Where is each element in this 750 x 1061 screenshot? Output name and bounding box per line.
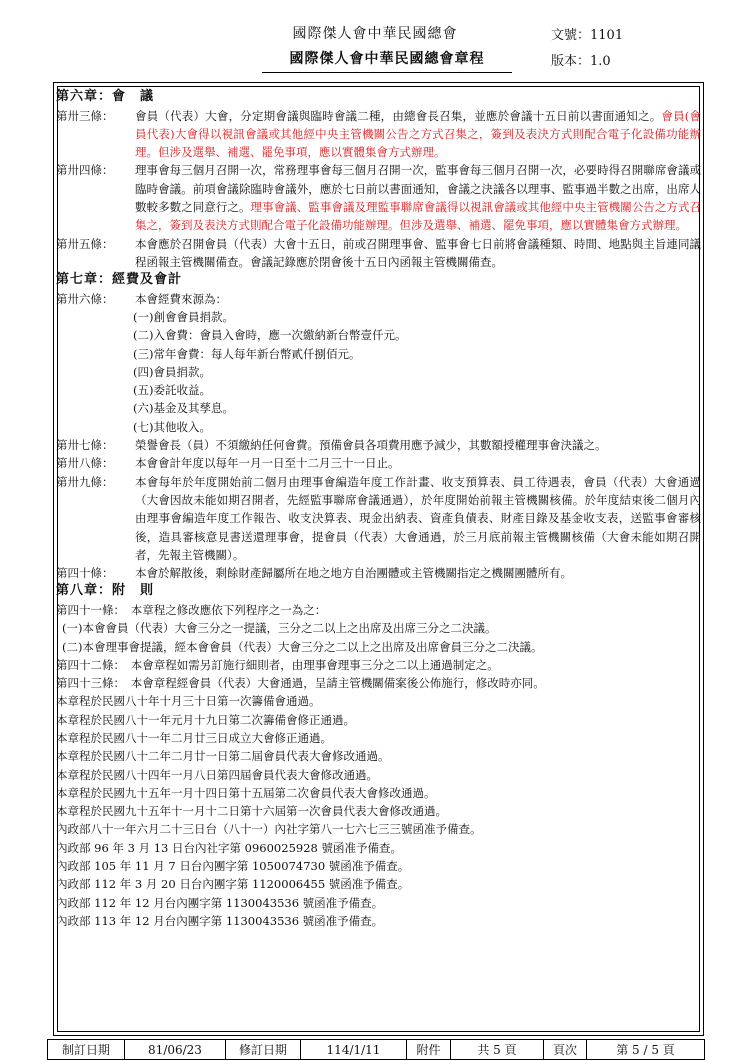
- article-33: [56, 107, 701, 162]
- created-date-label: 制訂日期: [48, 1040, 125, 1059]
- history-line: 本章程於民國八十一年二月廿三日成立大會修正通過。: [56, 731, 332, 745]
- doc-number: 文號：1101: [551, 28, 624, 43]
- list-item: (四)會員捐款。: [133, 364, 211, 379]
- history-line: 內政部 113 年 12 月台內團字第 1130043536 號函准予備查。: [56, 913, 384, 928]
- article-body: 本會應於召開會員（代表）大會十五日，前或召開理事會、監事會七日前將會議種類、時間、地點與主旨連同議程函報主管機關備查。會議記錄應於閉會後十五日內函報主管機關備查。: [135, 236, 701, 269]
- revised-date-label: 修訂日期: [226, 1040, 301, 1059]
- article-38: [56, 454, 701, 472]
- article-42: 第四十二條： 本會章程如需另訂施行細則者，由理事會理事三分之二以上通過制定之。: [56, 657, 499, 672]
- article-35: [56, 235, 701, 272]
- article-34: [56, 161, 701, 234]
- history-line: 本章程於民國九十五年十一月十二日第十六屆第一次會員代表大會修改通過。: [56, 804, 447, 819]
- list-item: (一)本會會員（代表）大會三分之一提議，三分之二以上之出席及出席三分之二決議。: [62, 621, 497, 636]
- history-line: 本章程於民國八十年十月三十日第一次籌備會通過。: [56, 694, 321, 709]
- history-line: 本章程於民國八十二年二月廿一日第二屆會員代表大會修改通過。: [56, 749, 390, 764]
- article-label: 第四十條：: [56, 566, 114, 581]
- article-label: 第卅八條：: [56, 456, 114, 471]
- article-label: 第卅六條：: [56, 291, 114, 306]
- list-item: (五)委託收益。: [133, 383, 211, 398]
- list-item: (六)基金及其孳息。: [133, 401, 234, 416]
- chapter-6-title: 第六章：會 議: [56, 89, 155, 104]
- article-40: [56, 564, 701, 582]
- content: [56, 88, 701, 930]
- article-37: [56, 436, 701, 454]
- article-body: 理事會每三個月召開一次，常務理事會每三個月召開一次，監事會每三個月召開一次，必要時得召開聯席會議或臨時會議。前項會議除臨時會議外，應於七日前以書面通知，會議之決議各以理事、監事過半數之出席，出席人數較多數之同意行之。理事會議、監事會議及理監事聯席會議得以視訊會議或其他經中央主管機關公告之方式召集之，簽到及表決方式則配合電子化設備功能辦理。但涉及選舉、補選、罷免事項，應以實體集會方式辦理。: [135, 163, 702, 233]
- page-label: 頁次: [544, 1040, 587, 1059]
- article-43: 第四十三條： 本會章程經會員（代表）大會通過，呈請主管機關備案後公佈施行，修改時亦同。: [56, 676, 545, 691]
- history-line: 內政部 112 年 3 月 20 日台內團字第 1120006455 號函准予備查。: [56, 877, 410, 892]
- history-line: 內政部 105 年 11 月 7 日台內團字第 1050074730 號函准予備查。: [56, 859, 410, 874]
- chapter-7-title: 第七章：經費及會計: [56, 272, 183, 288]
- article-body: 本會每年於年度開始前二個月由理事會編造年度工作計畫、收支預算表、員工待遇表，會員（代表）大會通過（大會因故未能如期召開者，先經監事聯席會議通過），於年度開始前報主管機關核備。於年度結束後二個月內由理事會編造年度工作報告、收支決算表、現金出納表、資產負債表、財產目錄及基金收支表，送監事會審核後，造具審核意見書送還理事會，提會員（代表）大會通過，於三月底前報主管機關核備（大會未能如期召開者，先報主管機關）。: [135, 474, 701, 562]
- article-label: 第卅七條：: [56, 438, 114, 453]
- article-body: 榮譽會長（員）不須繳納任何會費。預備會員各項費用應予減少，其數額授權理事會決議之。: [135, 438, 607, 453]
- history-line: 本章程於民國八十一年元月十九日第二次籌備會修正通過。: [56, 712, 355, 727]
- list-item: (七)其他收入。: [133, 419, 211, 434]
- article-36: [56, 290, 701, 308]
- article-label: 第卅五條：: [56, 236, 114, 251]
- list-item: (三)常年會費：每人每年新台幣貳仟捌佰元。: [133, 346, 361, 361]
- history-line: 內政部八十一年六月二十三日台（八十一）內社字第八一七六七三三號函准予備查。: [56, 822, 482, 837]
- article-body: 本會於解散後，剩餘財產歸屬所在地之地方自治團體或主管機關指定之機關團體所有。: [135, 566, 572, 581]
- history-line: 本章程於民國八十四年一月八日第四屆會員代表大會修改通過。: [56, 767, 378, 782]
- attachment-label: 附件: [407, 1040, 451, 1059]
- article-41: 第四十一條： 本章程之修改應依下列程序之一為之：: [56, 602, 327, 617]
- chapter-8-title: 第八章：附 則: [56, 583, 155, 599]
- article-label: 第卅九條：: [56, 474, 114, 489]
- document-title: 國際傑人會中華民國總會章程: [262, 48, 512, 73]
- version: 版本：1.0: [551, 54, 611, 69]
- history-line: 內政部 112 年 12 月台內團字第 1130043536 號函准予備查。: [56, 895, 384, 910]
- article-body: 會員（代表）大會，分定期會議與臨時會議二種，由總會長召集，並應於會議十五日前以書面通知之。會員(會員代表)大會得以視訊會議或其他經中央主管機關公告之方式召集之，簽到及表決方式則配合電子化設備功能辦理。但涉及選舉、補選、罷免事項，應以實體集會方式辦理。: [135, 108, 701, 160]
- history-line: 本章程於民國九十五年一月十四日第十五屆第二次會員代表大會修改通過。: [56, 785, 436, 800]
- attachment-pages: 共 5 頁: [451, 1040, 544, 1059]
- header-org: 國際傑人會中華民國總會: [292, 26, 458, 42]
- amended-text: 理事會議、監事會議及理監事聯席會議得以視訊會議或其他經中央主管機關公告之方式召集之，簽到及表決方式則配合電子化設備功能辦理。但涉及選舉、補選、罷免事項，應以實體集會方式辦理。: [135, 199, 702, 233]
- created-date: 81/06/23: [125, 1040, 226, 1059]
- article-body: 本會會計年度以每年一月一日至十二月三十一日止。: [135, 456, 400, 471]
- list-item: (二)入會費：會員入會時，應一次繳納新台幣壹仟元。: [133, 328, 407, 343]
- article-label: 第卅三條：: [56, 108, 114, 123]
- history-line: 內政部 96 年 3 月 13 日台內社字第 0960025928 號函准予備查。: [56, 840, 402, 855]
- page-number: 第 5 / 5 頁: [616, 1043, 675, 1057]
- revised-date: 114/1/11: [301, 1040, 407, 1059]
- list-item: (二)本會理事會提議，經本會會員（代表）大會三分之二以上之出席及出席會員三分之二決議。: [62, 639, 543, 654]
- article-body: 本會經費來源為：: [135, 291, 227, 306]
- amended-text: 會員(會員代表)大會得以視訊會議或其他經中央主管機關公告之方式召集之，簽到及表決方式則配合電子化設備功能辦理。但涉及選舉、補選、罷免事項，應以實體集會方式辦理。: [135, 108, 701, 160]
- footer-table: [47, 1039, 705, 1060]
- article-label: 第卅四條：: [56, 163, 114, 178]
- list-item: (一)創會會員捐款。: [133, 309, 234, 324]
- article-39: [56, 473, 701, 564]
